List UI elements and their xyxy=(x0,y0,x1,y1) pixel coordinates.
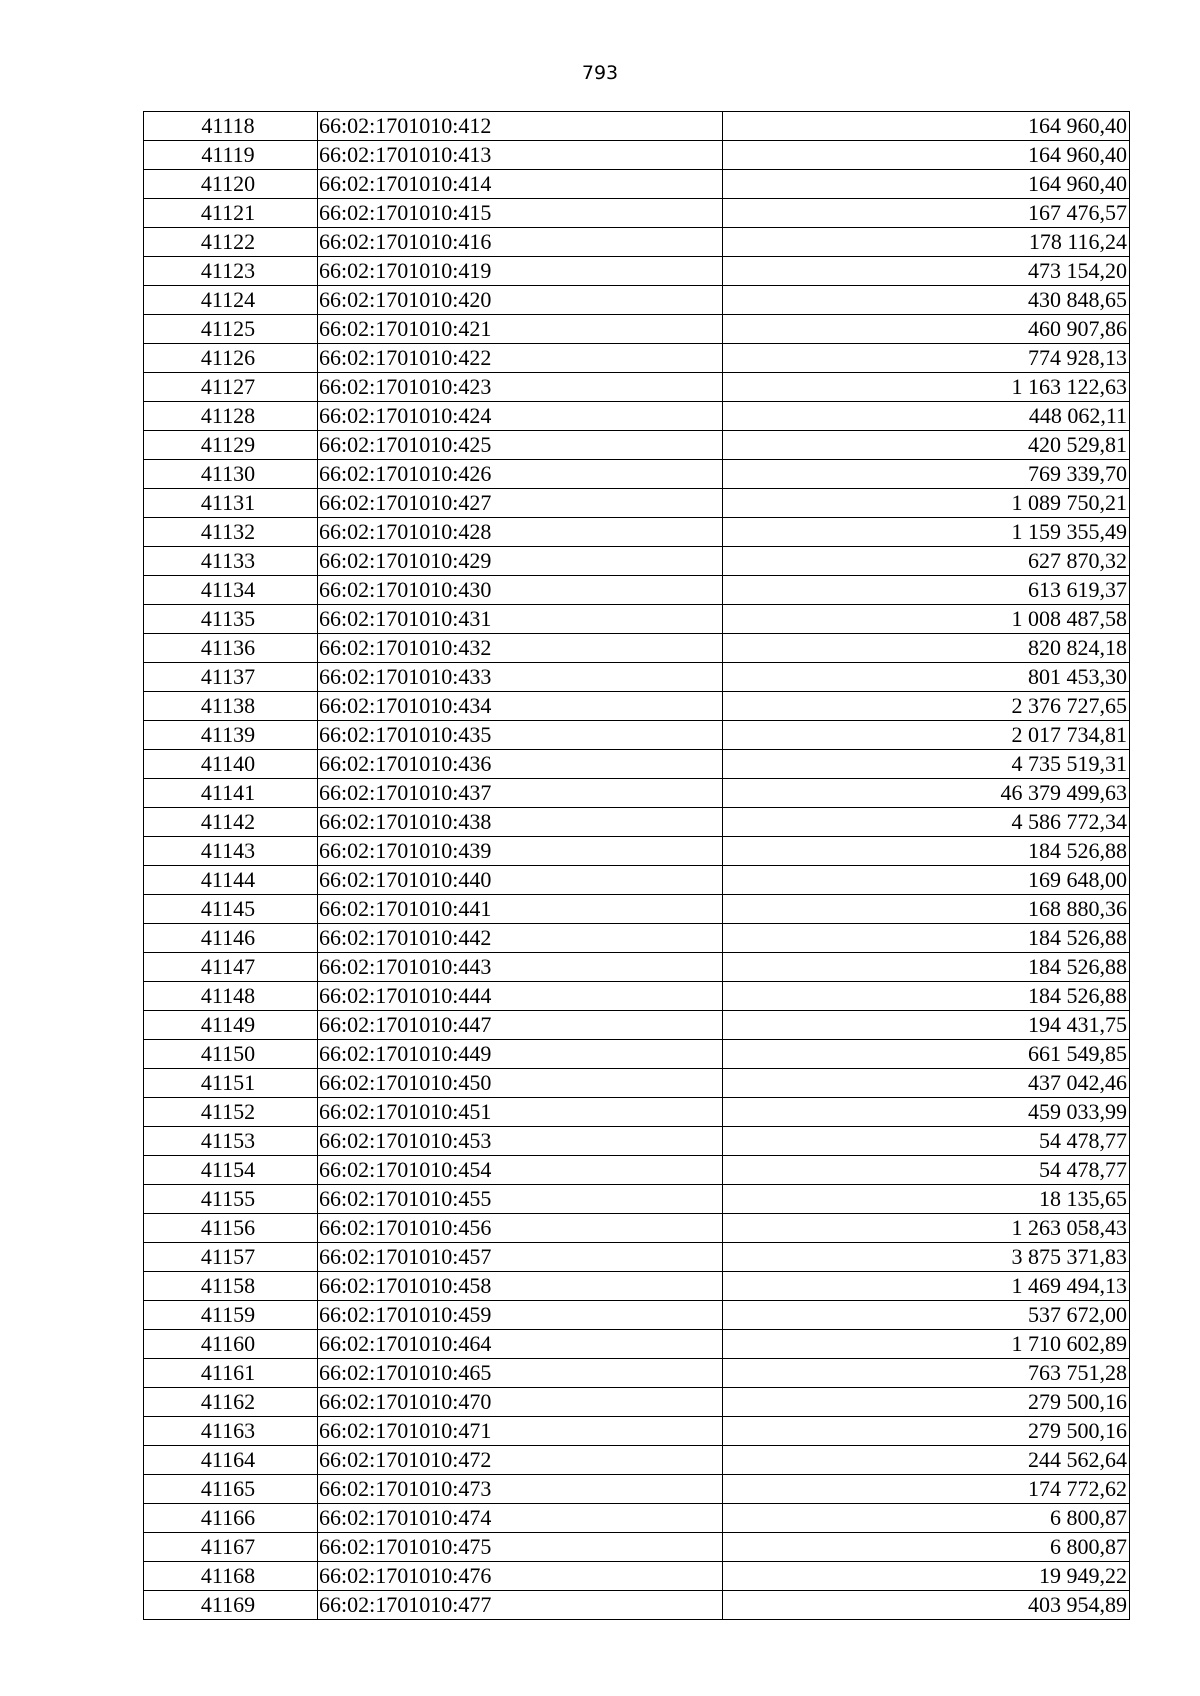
table-row xyxy=(144,373,1130,402)
table-row xyxy=(144,1156,1130,1185)
table-row xyxy=(144,634,1130,663)
row-number-cell: 41164 xyxy=(144,1446,318,1475)
row-number-cell: 41122 xyxy=(144,228,318,257)
table-row xyxy=(144,460,1130,489)
cadastral-number-cell: 66:02:1701010:428 xyxy=(318,518,723,547)
cadastral-number-cell: 66:02:1701010:458 xyxy=(318,1272,723,1301)
row-number-cell: 41131 xyxy=(144,489,318,518)
cadastral-number-cell: 66:02:1701010:433 xyxy=(318,663,723,692)
cadastral-number-cell: 66:02:1701010:419 xyxy=(318,257,723,286)
row-number-cell: 41157 xyxy=(144,1243,318,1272)
cadastral-value-cell: 3 875 371,83 xyxy=(723,1243,1130,1272)
table-row xyxy=(144,1301,1130,1330)
table-row xyxy=(144,1533,1130,1562)
cadastral-value-cell: 164 960,40 xyxy=(723,170,1130,199)
row-number-cell: 41134 xyxy=(144,576,318,605)
row-number-cell: 41162 xyxy=(144,1388,318,1417)
table-row xyxy=(144,576,1130,605)
cadastral-number-cell: 66:02:1701010:465 xyxy=(318,1359,723,1388)
table-row xyxy=(144,489,1130,518)
row-number-cell: 41132 xyxy=(144,518,318,547)
cadastral-value-cell: 1 159 355,49 xyxy=(723,518,1130,547)
cadastral-value-cell: 6 800,87 xyxy=(723,1533,1130,1562)
cadastral-value-cell: 801 453,30 xyxy=(723,663,1130,692)
cadastral-value-cell: 194 431,75 xyxy=(723,1011,1130,1040)
cadastral-number-cell: 66:02:1701010:453 xyxy=(318,1127,723,1156)
cadastral-number-cell: 66:02:1701010:416 xyxy=(318,228,723,257)
table-row xyxy=(144,518,1130,547)
table-row xyxy=(144,1069,1130,1098)
row-number-cell: 41142 xyxy=(144,808,318,837)
row-number-cell: 41119 xyxy=(144,141,318,170)
table-row xyxy=(144,1330,1130,1359)
row-number-cell: 41147 xyxy=(144,953,318,982)
table-row xyxy=(144,779,1130,808)
cadastral-value-cell: 403 954,89 xyxy=(723,1591,1130,1620)
table-row xyxy=(144,1504,1130,1533)
cadastral-number-cell: 66:02:1701010:426 xyxy=(318,460,723,489)
table-row xyxy=(144,199,1130,228)
cadastral-value-cell: 2 376 727,65 xyxy=(723,692,1130,721)
cadastral-number-cell: 66:02:1701010:413 xyxy=(318,141,723,170)
cadastral-value-cell: 279 500,16 xyxy=(723,1417,1130,1446)
table-row xyxy=(144,1011,1130,1040)
row-number-cell: 41151 xyxy=(144,1069,318,1098)
cadastral-number-cell: 66:02:1701010:454 xyxy=(318,1156,723,1185)
cadastral-value-cell: 420 529,81 xyxy=(723,431,1130,460)
cadastral-number-cell: 66:02:1701010:437 xyxy=(318,779,723,808)
cadastral-value-cell: 18 135,65 xyxy=(723,1185,1130,1214)
table-row xyxy=(144,1127,1130,1156)
cadastral-value-cell: 184 526,88 xyxy=(723,837,1130,866)
row-number-cell: 41167 xyxy=(144,1533,318,1562)
cadastral-number-cell: 66:02:1701010:436 xyxy=(318,750,723,779)
row-number-cell: 41133 xyxy=(144,547,318,576)
cadastral-number-cell: 66:02:1701010:434 xyxy=(318,692,723,721)
cadastral-number-cell: 66:02:1701010:435 xyxy=(318,721,723,750)
cadastral-number-cell: 66:02:1701010:425 xyxy=(318,431,723,460)
cadastral-value-cell: 46 379 499,63 xyxy=(723,779,1130,808)
cadastral-number-cell: 66:02:1701010:412 xyxy=(318,112,723,141)
row-number-cell: 41127 xyxy=(144,373,318,402)
cadastral-number-cell: 66:02:1701010:414 xyxy=(318,170,723,199)
cadastral-number-cell: 66:02:1701010:471 xyxy=(318,1417,723,1446)
table-row xyxy=(144,895,1130,924)
cadastral-number-cell: 66:02:1701010:438 xyxy=(318,808,723,837)
cadastral-number-cell: 66:02:1701010:421 xyxy=(318,315,723,344)
row-number-cell: 41120 xyxy=(144,170,318,199)
cadastral-value-cell: 167 476,57 xyxy=(723,199,1130,228)
cadastral-value-cell: 820 824,18 xyxy=(723,634,1130,663)
row-number-cell: 41137 xyxy=(144,663,318,692)
cadastral-value-cell: 1 710 602,89 xyxy=(723,1330,1130,1359)
cadastral-value-cell: 279 500,16 xyxy=(723,1388,1130,1417)
row-number-cell: 41125 xyxy=(144,315,318,344)
table-row xyxy=(144,721,1130,750)
row-number-cell: 41123 xyxy=(144,257,318,286)
cadastral-number-cell: 66:02:1701010:450 xyxy=(318,1069,723,1098)
row-number-cell: 41152 xyxy=(144,1098,318,1127)
row-number-cell: 41130 xyxy=(144,460,318,489)
cadastral-value-cell: 244 562,64 xyxy=(723,1446,1130,1475)
row-number-cell: 41146 xyxy=(144,924,318,953)
cadastral-number-cell: 66:02:1701010:443 xyxy=(318,953,723,982)
cadastral-value-cell: 473 154,20 xyxy=(723,257,1130,286)
table-row xyxy=(144,402,1130,431)
cadastral-value-cell: 54 478,77 xyxy=(723,1156,1130,1185)
cadastral-value-cell: 1 263 058,43 xyxy=(723,1214,1130,1243)
table-row xyxy=(144,982,1130,1011)
cadastral-value-cell: 184 526,88 xyxy=(723,953,1130,982)
row-number-cell: 41154 xyxy=(144,1156,318,1185)
table-row xyxy=(144,750,1130,779)
cadastral-number-cell: 66:02:1701010:455 xyxy=(318,1185,723,1214)
cadastral-value-cell: 613 619,37 xyxy=(723,576,1130,605)
cadastral-value-cell: 537 672,00 xyxy=(723,1301,1130,1330)
table-row xyxy=(144,866,1130,895)
table-row xyxy=(144,431,1130,460)
cadastral-value-cell: 184 526,88 xyxy=(723,924,1130,953)
table-row xyxy=(144,1388,1130,1417)
row-number-cell: 41148 xyxy=(144,982,318,1011)
row-number-cell: 41153 xyxy=(144,1127,318,1156)
row-number-cell: 41150 xyxy=(144,1040,318,1069)
table-row xyxy=(144,808,1130,837)
cadastral-value-cell: 4 586 772,34 xyxy=(723,808,1130,837)
table-body xyxy=(144,112,1130,1620)
cadastral-number-cell: 66:02:1701010:459 xyxy=(318,1301,723,1330)
cadastral-number-cell: 66:02:1701010:440 xyxy=(318,866,723,895)
row-number-cell: 41163 xyxy=(144,1417,318,1446)
table-row xyxy=(144,1214,1130,1243)
table-row xyxy=(144,1562,1130,1591)
cadastral-value-cell: 174 772,62 xyxy=(723,1475,1130,1504)
row-number-cell: 41159 xyxy=(144,1301,318,1330)
cadastral-number-cell: 66:02:1701010:476 xyxy=(318,1562,723,1591)
table-row xyxy=(144,605,1130,634)
row-number-cell: 41124 xyxy=(144,286,318,315)
row-number-cell: 41126 xyxy=(144,344,318,373)
cadastral-number-cell: 66:02:1701010:475 xyxy=(318,1533,723,1562)
row-number-cell: 41135 xyxy=(144,605,318,634)
cadastral-value-cell: 448 062,11 xyxy=(723,402,1130,431)
row-number-cell: 41156 xyxy=(144,1214,318,1243)
cadastral-value-cell: 459 033,99 xyxy=(723,1098,1130,1127)
table-row xyxy=(144,924,1130,953)
cadastral-value-cell: 164 960,40 xyxy=(723,141,1130,170)
cadastral-number-cell: 66:02:1701010:430 xyxy=(318,576,723,605)
table-row xyxy=(144,112,1130,141)
table-row xyxy=(144,286,1130,315)
row-number-cell: 41145 xyxy=(144,895,318,924)
row-number-cell: 41158 xyxy=(144,1272,318,1301)
cadastral-value-cell: 627 870,32 xyxy=(723,547,1130,576)
row-number-cell: 41144 xyxy=(144,866,318,895)
cadastral-number-cell: 66:02:1701010:424 xyxy=(318,402,723,431)
row-number-cell: 41143 xyxy=(144,837,318,866)
row-number-cell: 41166 xyxy=(144,1504,318,1533)
cadastral-number-cell: 66:02:1701010:441 xyxy=(318,895,723,924)
cadastral-number-cell: 66:02:1701010:442 xyxy=(318,924,723,953)
cadastral-value-cell: 430 848,65 xyxy=(723,286,1130,315)
row-number-cell: 41139 xyxy=(144,721,318,750)
page-number: 793 xyxy=(581,62,619,84)
cadastral-number-cell: 66:02:1701010:474 xyxy=(318,1504,723,1533)
row-number-cell: 41140 xyxy=(144,750,318,779)
table-row xyxy=(144,547,1130,576)
cadastral-value-cell: 169 648,00 xyxy=(723,866,1130,895)
cadastral-value-cell: 164 960,40 xyxy=(723,112,1130,141)
table-row xyxy=(144,1098,1130,1127)
row-number-cell: 41141 xyxy=(144,779,318,808)
row-number-cell: 41161 xyxy=(144,1359,318,1388)
table-row xyxy=(144,1417,1130,1446)
cadastral-value-cell: 1 163 122,63 xyxy=(723,373,1130,402)
cadastral-value-cell: 6 800,87 xyxy=(723,1504,1130,1533)
cadastral-number-cell: 66:02:1701010:439 xyxy=(318,837,723,866)
cadastral-number-cell: 66:02:1701010:477 xyxy=(318,1591,723,1620)
cadastral-number-cell: 66:02:1701010:464 xyxy=(318,1330,723,1359)
table-row xyxy=(144,1243,1130,1272)
table-row xyxy=(144,344,1130,373)
table-row xyxy=(144,1272,1130,1301)
cadastral-number-cell: 66:02:1701010:447 xyxy=(318,1011,723,1040)
cadastral-value-cell: 184 526,88 xyxy=(723,982,1130,1011)
row-number-cell: 41136 xyxy=(144,634,318,663)
cadastral-value-cell: 661 549,85 xyxy=(723,1040,1130,1069)
table-row xyxy=(144,692,1130,721)
cadastral-number-cell: 66:02:1701010:457 xyxy=(318,1243,723,1272)
row-number-cell: 41169 xyxy=(144,1591,318,1620)
cadastral-value-cell: 774 928,13 xyxy=(723,344,1130,373)
table-row xyxy=(144,663,1130,692)
table-row xyxy=(144,315,1130,344)
table-row xyxy=(144,1446,1130,1475)
table-row xyxy=(144,170,1130,199)
cadastral-number-cell: 66:02:1701010:451 xyxy=(318,1098,723,1127)
table-row xyxy=(144,141,1130,170)
cadastral-number-cell: 66:02:1701010:423 xyxy=(318,373,723,402)
cadastral-value-cell: 437 042,46 xyxy=(723,1069,1130,1098)
cadastral-number-cell: 66:02:1701010:429 xyxy=(318,547,723,576)
cadastral-number-cell: 66:02:1701010:420 xyxy=(318,286,723,315)
cadastral-value-cell: 763 751,28 xyxy=(723,1359,1130,1388)
table-row xyxy=(144,1475,1130,1504)
table-row xyxy=(144,1359,1130,1388)
cadastral-number-cell: 66:02:1701010:472 xyxy=(318,1446,723,1475)
row-number-cell: 41118 xyxy=(144,112,318,141)
cadastral-value-cell: 460 907,86 xyxy=(723,315,1130,344)
cadastral-number-cell: 66:02:1701010:470 xyxy=(318,1388,723,1417)
row-number-cell: 41121 xyxy=(144,199,318,228)
row-number-cell: 41138 xyxy=(144,692,318,721)
table-row xyxy=(144,1591,1130,1620)
row-number-cell: 41160 xyxy=(144,1330,318,1359)
table-row xyxy=(144,228,1130,257)
cadastral-number-cell: 66:02:1701010:427 xyxy=(318,489,723,518)
cadastral-value-cell: 19 949,22 xyxy=(723,1562,1130,1591)
row-number-cell: 41149 xyxy=(144,1011,318,1040)
row-number-cell: 41168 xyxy=(144,1562,318,1591)
cadastral-value-cell: 4 735 519,31 xyxy=(723,750,1130,779)
table-row xyxy=(144,1185,1130,1214)
table-row xyxy=(144,953,1130,982)
cadastral-number-cell: 66:02:1701010:415 xyxy=(318,199,723,228)
cadastral-value-cell: 1 469 494,13 xyxy=(723,1272,1130,1301)
cadastral-number-cell: 66:02:1701010:473 xyxy=(318,1475,723,1504)
row-number-cell: 41165 xyxy=(144,1475,318,1504)
cadastral-number-cell: 66:02:1701010:456 xyxy=(318,1214,723,1243)
table-row xyxy=(144,1040,1130,1069)
row-number-cell: 41155 xyxy=(144,1185,318,1214)
row-number-cell: 41129 xyxy=(144,431,318,460)
cadastral-value-table xyxy=(143,111,1130,1620)
cadastral-number-cell: 66:02:1701010:422 xyxy=(318,344,723,373)
cadastral-value-cell: 54 478,77 xyxy=(723,1127,1130,1156)
cadastral-value-cell: 1 089 750,21 xyxy=(723,489,1130,518)
cadastral-number-cell: 66:02:1701010:449 xyxy=(318,1040,723,1069)
cadastral-value-cell: 1 008 487,58 xyxy=(723,605,1130,634)
cadastral-value-cell: 769 339,70 xyxy=(723,460,1130,489)
cadastral-value-cell: 178 116,24 xyxy=(723,228,1130,257)
row-number-cell: 41128 xyxy=(144,402,318,431)
cadastral-value-cell: 2 017 734,81 xyxy=(723,721,1130,750)
cadastral-number-cell: 66:02:1701010:432 xyxy=(318,634,723,663)
cadastral-value-cell: 168 880,36 xyxy=(723,895,1130,924)
table-row xyxy=(144,257,1130,286)
table-row xyxy=(144,837,1130,866)
cadastral-number-cell: 66:02:1701010:431 xyxy=(318,605,723,634)
cadastral-number-cell: 66:02:1701010:444 xyxy=(318,982,723,1011)
